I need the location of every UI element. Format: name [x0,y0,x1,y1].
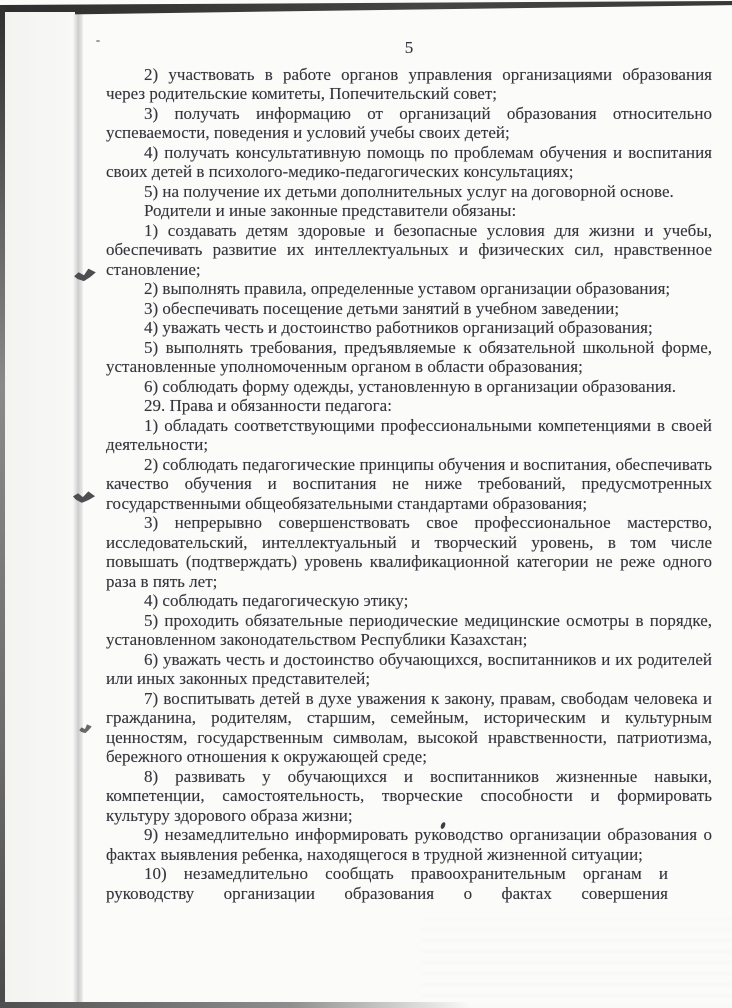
paragraph: 6) соблюдать форму одежды, установленную в организации образования. [144,376,676,396]
scanner-edge-top [0,0,732,16]
bleed-through-ghost-text [422,918,732,1008]
paragraph: 2) соблюдать педагогические принципы обучения и воспитания, обеспечивать качество обучения и воспитания не ниже требований, предусмотренных государственными общеобязательными стандартами образования; [106,454,712,513]
paragraph: 3) непрерывно совершенствовать свое профессиональное мастерство, исследовательский, интеллектуальный и творческий уровень, в том числе повышать (подтверждать) уровень квалификационной категории не реже одного раза в пять лет; [106,513,712,591]
paragraph: 7) воспитывать детей в духе уважения к закону, правам, свободам человека и гражданина, родителям, старшим, семейным, историческим и культурным ценностям, государственным символам, высокой нравственности, патриотизма, бережного отношения к окружающей среде; [106,688,712,766]
paragraph: 4) получать консультативную помощь по проблемам обучения и воспитания своих детей в психолого-медико-педагогических консультациях; [106,142,712,181]
page-number: 5 [404,38,414,57]
paragraph: 2) выполнять правила, определенные уставом организации образования; [144,279,671,298]
paragraph: 3) обеспечивать посещение детьми занятий в учебном заведении; [144,298,620,318]
paragraph: 1) создавать детям здоровые и безопасные условия для жизни и учебы, обеспечивать развитие их интеллектуальных и физических сил, нравственное становление; [106,220,712,279]
paragraph: Родители и иные законные представители обязаны: [144,201,517,220]
page-fold-shadow [73,14,83,1003]
paragraph: 1) обладать соответствующими профессиональными компетенциями в своей деятельности; [106,415,712,454]
paragraph: 5) проходить обязательные периодические медицинские осмотры в порядке, установленном законодательством Республики Казахстан; [106,610,712,649]
paragraph: 4) соблюдать педагогическую этику; [144,591,409,610]
paragraph: 2) участвовать в работе органов управления организациями образования через родительские комитеты, Попечительский совет; [106,64,712,103]
paragraph: 3) получать информацию от организаций образования относительно успеваемости, поведения и условий учебы своих детей; [106,103,712,142]
paragraph: 5) на получение их детьми дополнительных услуг на договорной основе. [144,181,674,201]
dust-speck [96,40,100,42]
paragraph: 9) незамедлительно информировать руководство организации образования о фактах выявления ребенка, находящегося в трудной жизненной ситуации; [106,825,712,864]
paragraph: 5) выполнять требования, предъявляемые к обязательной школьной форме, установленные уполномоченным органом в области образования; [106,337,712,376]
paragraph: 4) уважать честь и достоинство работников организаций образования; [144,318,653,337]
document-text [106,38,712,903]
paragraph: 6) уважать честь и достоинство обучающихся, воспитанников и их родителей или иных законных представителей; [106,649,712,688]
page-margin-strip [5,12,75,1002]
paragraph: 8) развивать у обучающихся и воспитанников жизненные навыки, компетенции, самостоятельность, творческие способности и формировать культуру здорового образа жизни; [106,766,712,825]
scanner-edge-bottom [0,1002,470,1008]
paragraph: 10) незамедлительно сообщать правоохранительным органам и руководству организации образования о фактах совершения [106,864,668,903]
paragraph: 29. Права и обязанности педагога: [144,396,392,415]
